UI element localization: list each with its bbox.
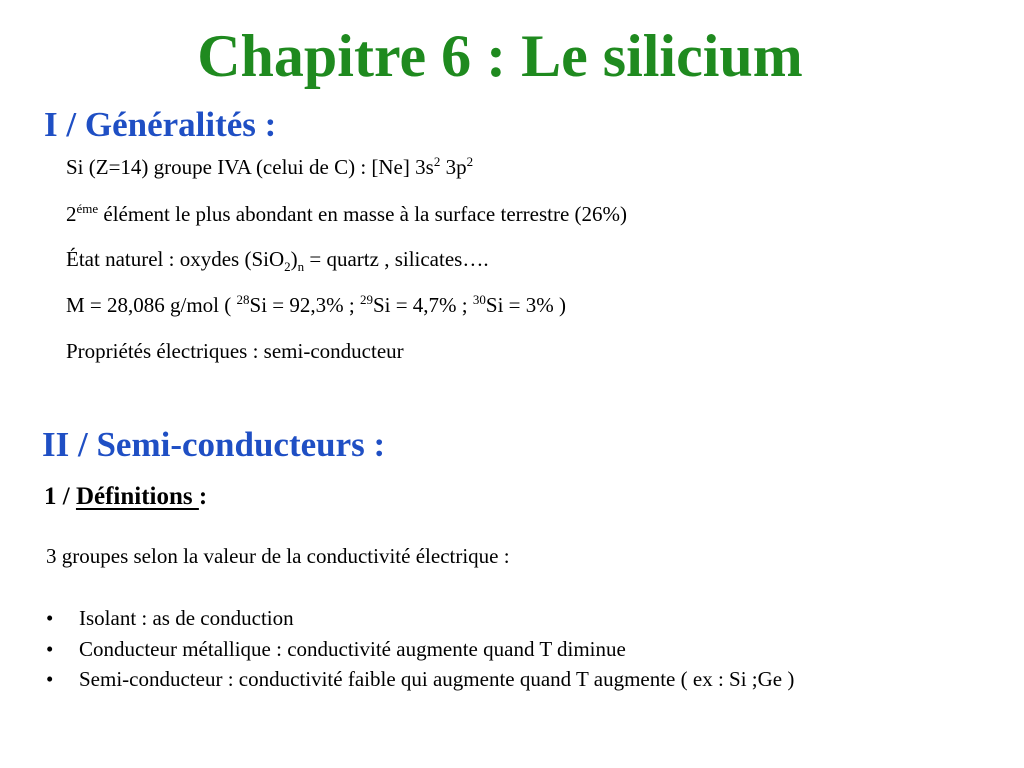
text-segment: élément le plus abondant en masse à la surface terrestre (26%) [98, 202, 628, 226]
text-segment: 2 [66, 202, 77, 226]
text-line-electron-config [66, 154, 473, 180]
superscript: 30 [472, 292, 486, 307]
subheading-suffix: : [198, 483, 208, 510]
superscript: 2 [433, 154, 441, 169]
list-item-text: Conducteur métallique : conductivité augmente quand T diminue [79, 636, 626, 661]
bullet-list [46, 603, 794, 695]
list-item [46, 603, 794, 634]
text-segment: Si = 92,3% ; [249, 293, 360, 317]
bullet-icon: • [46, 606, 54, 630]
bullet-icon: • [46, 667, 54, 691]
list-item [46, 664, 794, 695]
text-segment: ) [290, 247, 298, 271]
list-item-text: Semi-conducteur : conductivité faible qui augmente quand T augmente ( ex : Si ;Ge ) [79, 667, 795, 691]
text-segment: = quartz , silicates…. [304, 247, 489, 271]
subheading-prefix: 1 / [44, 483, 76, 510]
section-heading-semiconducteurs: II / Semi-conducteurs : [42, 425, 386, 464]
text-segment: Si (Z=14) groupe IVA (celui de C) : [Ne] 3s [66, 155, 434, 179]
subheading-underlined: Définitions [75, 483, 199, 510]
text-segment: Si = 4,7% ; [372, 293, 473, 317]
superscript: éme [76, 201, 99, 216]
text-line-electrical-properties: Propriétés électriques : semi-conducteur [66, 339, 404, 363]
section-heading-generalites: I / Généralités : [44, 105, 277, 144]
text-segment: M = 28,086 g/mol ( [66, 293, 237, 317]
superscript: 2 [466, 154, 474, 169]
subheading-definitions [44, 481, 207, 513]
list-item [46, 634, 794, 665]
subscript: n [297, 259, 305, 275]
subscript: 2 [284, 259, 291, 275]
bullet-icon: • [46, 636, 54, 661]
text-line-molar-mass [66, 292, 566, 318]
list-item-text: Isolant : as de conduction [79, 606, 294, 630]
text-segment: État naturel : oxydes (SiO [66, 247, 285, 271]
superscript: 29 [359, 292, 373, 307]
intro-text: 3 groupes selon la valeur de la conductivité électrique : [46, 544, 510, 568]
page-title: Chapitre 6 : Le silicium [197, 23, 803, 89]
text-line-natural-state [66, 246, 489, 275]
superscript: 28 [236, 292, 250, 307]
text-segment: 3p [440, 155, 467, 179]
text-segment: Si = 3% ) [485, 293, 566, 317]
text-line-abundance [66, 201, 627, 227]
